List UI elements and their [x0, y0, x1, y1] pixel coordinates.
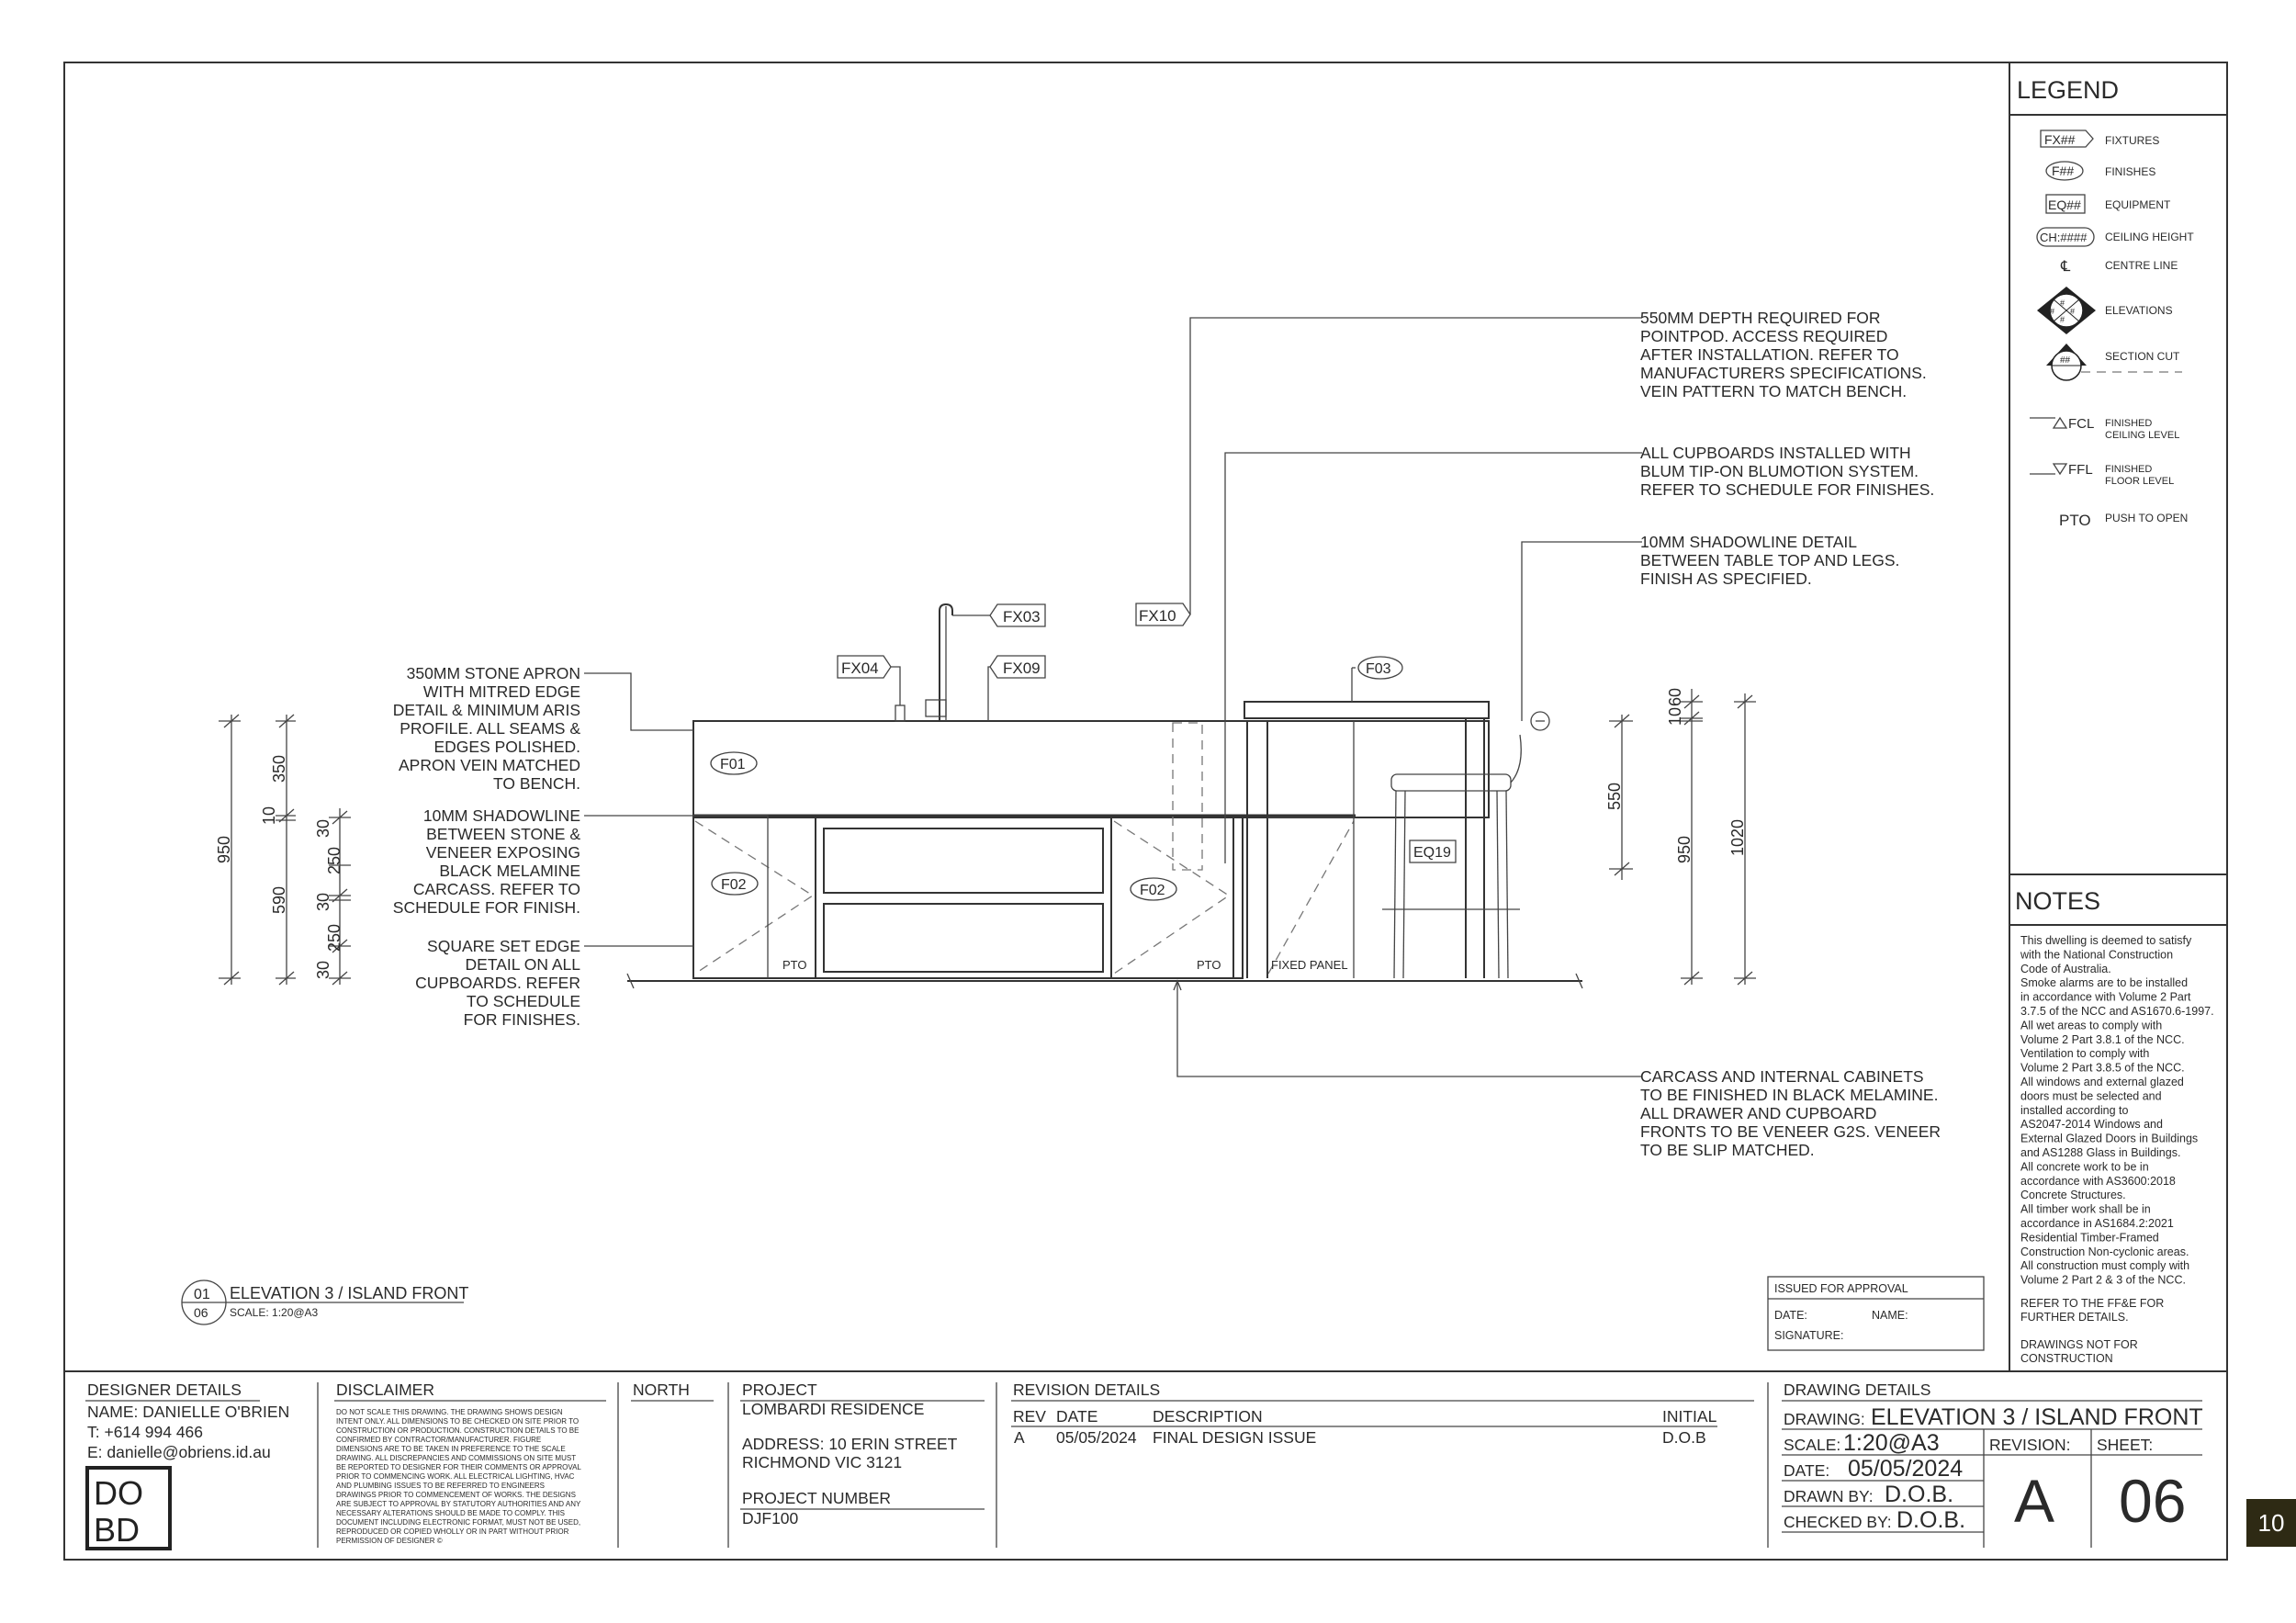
notes-line: accordance in AS1684.2:2021	[2020, 1217, 2174, 1230]
dim-left-10: 10	[260, 806, 278, 825]
svg-text:FINISH AS SPECIFIED.: FINISH AS SPECIFIED.	[1640, 569, 1812, 588]
notes-line: 3.7.5 of the NCC and AS1670.6-1997.	[2020, 1005, 2214, 1018]
title-block	[85, 1381, 2203, 1549]
approval-box	[1768, 1277, 1984, 1350]
approval-signature-label: SIGNATURE:	[1774, 1329, 1844, 1342]
view-scale: SCALE: 1:20@A3	[230, 1306, 319, 1319]
notes-line: AS2047-2014 Windows and	[2020, 1118, 2163, 1132]
fcl-icon	[2030, 418, 2066, 428]
project-number: DJF100	[742, 1509, 799, 1527]
svg-text:CARCASS. REFER TO: CARCASS. REFER TO	[412, 880, 580, 898]
date-value: 05/05/2024	[1848, 1456, 1964, 1482]
svg-text:BD: BD	[94, 1511, 141, 1549]
disclaimer-header: DISCLAIMER	[336, 1381, 434, 1399]
notes-line: Construction Non-cyclonic areas.	[2020, 1245, 2189, 1258]
pto-label-2: PTO	[1197, 958, 1221, 972]
tag-f02-left: F02	[721, 877, 747, 893]
annotation-apron	[393, 664, 581, 793]
svg-text:BETWEEN STONE &: BETWEEN STONE &	[426, 825, 580, 843]
date-label: DATE:	[1784, 1461, 1830, 1480]
svg-text:CARCASS AND INTERNAL CABINETS: CARCASS AND INTERNAL CABINETS	[1640, 1067, 1924, 1086]
revision-col-date: DATE	[1056, 1407, 1098, 1426]
drawn-label: DRAWN BY:	[1784, 1487, 1874, 1505]
revision-label: REVISION:	[1989, 1436, 2071, 1454]
disclaimer-line: PERMISSION OF DESIGNER ©	[336, 1537, 443, 1545]
tag-f01: F01	[720, 757, 746, 772]
svg-text:PROFILE. ALL SEAMS &: PROFILE. ALL SEAMS &	[400, 719, 580, 738]
disclaimer-line: NECESSARY ALTERATIONS SHOULD BE MADE TO COMPLY. THIS	[336, 1509, 565, 1517]
svg-text:APRON VEIN MATCHED: APRON VEIN MATCHED	[398, 756, 580, 774]
svg-text:10MM SHADOWLINE DETAIL: 10MM SHADOWLINE DETAIL	[1640, 533, 1857, 551]
notes-title: NOTES	[2015, 887, 2101, 915]
notes-panel	[2009, 874, 2227, 1365]
legend-label-finishes: FINISHES	[2105, 165, 2156, 178]
notes-nfc-1: DRAWINGS NOT FOR	[2020, 1338, 2138, 1351]
project-number-header: PROJECT NUMBER	[742, 1489, 892, 1507]
svg-text:MANUFACTURERS SPECIFICATIONS.: MANUFACTURERS SPECIFICATIONS.	[1640, 364, 1927, 382]
stone-apron	[693, 721, 1489, 817]
disclaimer-line: INTENT ONLY. ALL DIMENSIONS TO BE CHECKED ON SITE PRIOR TO	[336, 1417, 580, 1426]
north-header: NORTH	[633, 1381, 690, 1399]
dim-right-1020: 1020	[1728, 818, 1747, 856]
dim-left-30b: 30	[314, 892, 332, 911]
annotation-pointpod	[1640, 309, 1927, 400]
notes-ffe-2: FURTHER DETAILS.	[2020, 1311, 2129, 1324]
notes-text	[2020, 934, 2214, 1287]
legend-symbol-ffl: FFL	[2068, 462, 2093, 478]
disclaimer-line: CONFIRMED BY CONTRACTOR/MANUFACTURER. FIGURE	[336, 1436, 542, 1444]
legend-label-ceiling-height: CEILING HEIGHT	[2105, 231, 2194, 243]
project-address-1: ADDRESS: 10 ERIN STREET	[742, 1435, 958, 1453]
svg-text:TO BE SLIP MATCHED.: TO BE SLIP MATCHED.	[1640, 1141, 1815, 1159]
dimensions-right	[1605, 688, 1756, 985]
checked-value: D.O.B.	[1896, 1507, 1966, 1533]
notes-line: doors must be selected and	[2020, 1089, 2162, 1103]
notes-line: This dwelling is deemed to satisfy	[2020, 934, 2192, 947]
svg-text:ALL CUPBOARDS INSTALLED WITH: ALL CUPBOARDS INSTALLED WITH	[1640, 444, 1911, 462]
tag-eq19: EQ19	[1413, 845, 1451, 861]
view-title	[182, 1280, 468, 1324]
drawer-top	[824, 828, 1103, 893]
elevation-marker-icon	[2037, 287, 2096, 334]
annotation-shadowline-table	[1640, 533, 1899, 588]
svg-text:FRONTS TO BE VENEER G2S. VENEE: FRONTS TO BE VENEER G2S. VENEER	[1640, 1122, 1941, 1141]
notes-line: Volume 2 Part 2 & 3 of the NCC.	[2020, 1273, 2186, 1287]
legend-label-fcl: FINISHED	[2105, 418, 2153, 429]
view-sheet: 06	[194, 1305, 208, 1320]
sheet-border	[64, 62, 2227, 1560]
legend-panel	[2009, 76, 2227, 529]
legend-symbol-equipment: EQ##	[2048, 197, 2081, 212]
legend-symbol-fixtures: FX##	[2044, 132, 2076, 147]
notes-line: installed according to	[2020, 1103, 2129, 1117]
view-title-text: ELEVATION 3 / ISLAND FRONT	[230, 1284, 469, 1302]
centre-line-icon: ℄	[2061, 259, 2071, 275]
svg-text:SQUARE SET EDGE: SQUARE SET EDGE	[427, 937, 580, 955]
disclaimer-line: DOCUMENT INCLUDING ELECTRONIC FORMAT, MUST NOT BE USED,	[336, 1518, 581, 1527]
disclaimer-line: AND PLUMBING ISSUES TO BE REFERRED TO ENGINEERS	[336, 1482, 546, 1490]
svg-text:EDGES POLISHED.: EDGES POLISHED.	[433, 738, 580, 756]
legend-symbol-ceiling-height: CH:####	[2040, 231, 2088, 244]
svg-text:TO BE FINISHED IN BLACK MELAMI: TO BE FINISHED IN BLACK MELAMINE.	[1640, 1086, 1939, 1104]
pto-label-1: PTO	[782, 958, 807, 972]
svg-text:VEIN PATTERN TO MATCH BENCH.: VEIN PATTERN TO MATCH BENCH.	[1640, 382, 1908, 400]
revision-row-description: FINAL DESIGN ISSUE	[1153, 1428, 1317, 1447]
approval-name-label: NAME:	[1872, 1309, 1908, 1322]
designer-name: NAME: DANIELLE O'BRIEN	[87, 1403, 290, 1421]
dimensions-left	[215, 715, 351, 985]
notes-line: in accordance with Volume 2 Part	[2020, 990, 2191, 1004]
approval-title: ISSUED FOR APPROVAL	[1774, 1282, 1908, 1295]
notes-line: Volume 2 Part 3.8.1 of the NCC.	[2020, 1032, 2185, 1046]
disclaimer-line: DIMENSIONS ARE TO BE TAKEN IN PREFERENCE TO THE SCALE	[336, 1445, 566, 1453]
disclaimer-line: DO NOT SCALE THIS DRAWING. THE DRAWING SHOWS DESIGN	[336, 1408, 563, 1416]
dim-left-590: 590	[270, 885, 288, 914]
svg-text:CUPBOARDS. REFER: CUPBOARDS. REFER	[415, 974, 580, 992]
notes-line: Ventilation to comply with	[2020, 1047, 2150, 1061]
revision-row-rev: A	[1014, 1428, 1025, 1447]
drawing-value: ELEVATION 3 / ISLAND FRONT	[1871, 1404, 2203, 1430]
svg-text:ALL DRAWER AND CUPBOARD: ALL DRAWER AND CUPBOARD	[1640, 1104, 1877, 1122]
drawn-value: D.O.B.	[1885, 1482, 1954, 1507]
disclaimer-line: DRAWING. ALL DISCREPANCIES AND COMMISSIONS ON SITE MUST	[336, 1454, 577, 1462]
dim-right-550: 550	[1605, 782, 1624, 810]
svg-text:DETAIL & MINIMUM ARIS: DETAIL & MINIMUM ARIS	[392, 701, 580, 719]
svg-text:WITH MITRED EDGE: WITH MITRED EDGE	[422, 682, 580, 701]
svg-text:REFER TO SCHEDULE FOR FINISHES: REFER TO SCHEDULE FOR FINISHES.	[1640, 480, 1935, 499]
bar-stool	[1382, 735, 1521, 978]
notes-line: Residential Timber-Framed	[2020, 1231, 2159, 1245]
dim-left-250b: 250	[325, 923, 343, 952]
dim-right-10: 10	[1666, 706, 1684, 726]
notes-line: All concrete work to be in	[2020, 1160, 2149, 1174]
notes-line: All wet areas to comply with	[2020, 1019, 2163, 1032]
legend-label-centre-line: CENTRE LINE	[2105, 259, 2178, 272]
notes-line: All windows and external glazed	[2020, 1076, 2184, 1088]
svg-text:#: #	[2070, 307, 2076, 316]
notes-line: and AS1288 Glass in Buildings.	[2020, 1146, 2181, 1159]
view-number: 01	[194, 1287, 210, 1302]
legend-label-pto: PUSH TO OPEN	[2105, 512, 2189, 524]
disclaimer-line: ARE SUBJECT TO APPROVAL BY STATUTORY AUTHORITIES AND ANY	[336, 1500, 581, 1508]
tag-fx03: FX03	[1003, 608, 1041, 626]
legend-title: LEGEND	[2017, 76, 2120, 104]
svg-text:BLACK MELAMINE: BLACK MELAMINE	[439, 862, 580, 880]
notes-line: All construction must comply with	[2020, 1259, 2190, 1273]
svg-text:10MM SHADOWLINE: 10MM SHADOWLINE	[422, 806, 580, 825]
revision-col-description: DESCRIPTION	[1153, 1407, 1263, 1426]
revision-col-initial: INITIAL	[1662, 1407, 1717, 1426]
revision-row-date: 05/05/2024	[1056, 1428, 1137, 1447]
notes-line: External Glazed Doors in Buildings	[2020, 1132, 2199, 1145]
notes-line: Smoke alarms are to be installed	[2020, 976, 2189, 990]
tap-mixer	[895, 604, 997, 721]
legend-symbol-section-cut: ##	[2060, 355, 2071, 366]
project-address-2: RICHMOND VIC 3121	[742, 1453, 903, 1471]
scale-value: 1:20@A3	[1843, 1430, 1940, 1456]
dim-left-30a: 30	[314, 818, 332, 838]
disclaimer-line: PRIOR TO COMMENCING WORK. ALL ELECTRICAL LIGHTING, HVAC	[336, 1472, 575, 1481]
revision-row-initial: D.O.B	[1662, 1428, 1706, 1447]
project-name: LOMBARDI RESIDENCE	[742, 1400, 925, 1418]
annotation-cupboards	[1640, 444, 1934, 499]
dim-left-950: 950	[215, 835, 233, 863]
svg-text:POINTPOD. ACCESS REQUIRED: POINTPOD. ACCESS REQUIRED	[1640, 327, 1888, 345]
svg-text:AFTER INSTALLATION. REFER TO: AFTER INSTALLATION. REFER TO	[1640, 345, 1899, 364]
scale-label: SCALE:	[1784, 1436, 1841, 1454]
ffl-icon	[2030, 464, 2066, 474]
svg-text:550MM DEPTH REQUIRED FOR: 550MM DEPTH REQUIRED FOR	[1640, 309, 1881, 327]
designer-header: DESIGNER DETAILS	[87, 1381, 242, 1399]
legend-label-ffl-2: FLOOR LEVEL	[2105, 476, 2175, 487]
svg-text:BETWEEN TABLE TOP AND LEGS.: BETWEEN TABLE TOP AND LEGS.	[1640, 551, 1900, 569]
tag-fx04: FX04	[841, 659, 879, 677]
tag-f03: F03	[1366, 661, 1391, 677]
legend-label-fixtures: FIXTURES	[2105, 134, 2160, 147]
revision-col-rev: REV	[1013, 1407, 1046, 1426]
notes-line: All timber work shall be in	[2020, 1202, 2151, 1216]
drawer-bottom	[824, 904, 1103, 972]
notes-nfc-2: CONSTRUCTION	[2020, 1352, 2113, 1365]
svg-text:SCHEDULE FOR FINISH.: SCHEDULE FOR FINISH.	[392, 898, 580, 917]
annotation-carcass	[1640, 1067, 1941, 1159]
fixed-panel-label: FIXED PANEL	[1271, 958, 1348, 972]
legend-label-elevations: ELEVATIONS	[2105, 304, 2173, 317]
dim-left-30c: 30	[314, 960, 332, 979]
sheet-label: SHEET:	[2097, 1436, 2154, 1454]
dim-right-950: 950	[1675, 835, 1694, 863]
dim-left-250a: 250	[325, 846, 343, 874]
notes-line: Concrete Structures.	[2020, 1189, 2126, 1202]
fixture-tags	[711, 603, 1456, 900]
page-number-badge: 10	[2246, 1499, 2296, 1547]
legend-label-section-cut: SECTION CUT	[2105, 350, 2180, 363]
drawing-details-header: DRAWING DETAILS	[1784, 1381, 1931, 1399]
legend-symbol-fcl: FCL	[2068, 416, 2095, 432]
svg-text:FOR FINISHES.: FOR FINISHES.	[463, 1010, 580, 1029]
annotation-shadowline-stone	[393, 806, 581, 917]
disclaimer-line: DRAWINGS PRIOR TO COMMENCEMENT OF WORKS. THE DESIGNS	[336, 1491, 576, 1499]
legend-label-equipment: EQUIPMENT	[2105, 198, 2171, 211]
checked-label: CHECKED BY:	[1784, 1513, 1892, 1531]
dim-right-60: 60	[1666, 687, 1684, 706]
annotation-square-set	[415, 937, 580, 1029]
svg-text:VENEER EXPOSING: VENEER EXPOSING	[425, 843, 580, 862]
svg-text:350MM STONE APRON: 350MM STONE APRON	[406, 664, 580, 682]
notes-line: with the National Construction	[2020, 948, 2174, 962]
tag-fx10: FX10	[1139, 607, 1176, 625]
revision-header: REVISION DETAILS	[1013, 1381, 1161, 1399]
legend-symbol-pto: PTO	[2059, 512, 2091, 529]
table-top	[1244, 702, 1489, 718]
tag-fx09: FX09	[1003, 659, 1041, 677]
tag-f02-right: F02	[1140, 883, 1165, 898]
project-header: PROJECT	[742, 1381, 817, 1399]
revision-value: A	[2014, 1467, 2055, 1535]
svg-text:#: #	[2060, 299, 2065, 308]
disclaimer-line: REPRODUCED OR COPIED WHOLLY OR IN PART WITHOUT PRIOR	[336, 1527, 569, 1536]
legend-label-ffl: FINISHED	[2105, 464, 2153, 475]
designer-logo	[87, 1468, 170, 1549]
designer-phone: T: +614 994 466	[87, 1423, 204, 1441]
disclaimer-text	[336, 1408, 581, 1545]
svg-text:TO BENCH.: TO BENCH.	[493, 774, 580, 793]
disclaimer-line: BE REPORTED TO DESIGNER FOR THEIR COMMENTS OR APPROVAL	[336, 1463, 581, 1471]
notes-ffe-1: REFER TO THE FF&E FOR	[2020, 1297, 2165, 1310]
svg-text:#: #	[2050, 307, 2055, 316]
svg-text:DO: DO	[94, 1474, 143, 1512]
svg-text:BLUM TIP-ON BLUMOTION SYSTEM.: BLUM TIP-ON BLUMOTION SYSTEM.	[1640, 462, 1919, 480]
legend-symbol-finishes: F##	[2052, 163, 2075, 178]
legend-label-fcl-2: CEILING LEVEL	[2105, 430, 2180, 441]
approval-date-label: DATE:	[1774, 1309, 1807, 1322]
notes-line: Volume 2 Part 3.8.5 of the NCC.	[2020, 1061, 2185, 1075]
svg-text:TO SCHEDULE: TO SCHEDULE	[466, 992, 580, 1010]
notes-line: Code of Australia.	[2020, 962, 2111, 975]
island-elevation	[627, 604, 1582, 988]
disclaimer-line: CONSTRUCTION OR PRODUCTION. CONSTRUCTION DETAILS TO BE	[336, 1426, 580, 1435]
sheet-value: 06	[2119, 1467, 2187, 1535]
svg-text:DETAIL ON ALL: DETAIL ON ALL	[465, 955, 580, 974]
drawing-label: DRAWING:	[1784, 1410, 1865, 1428]
designer-email: E: danielle@obriens.id.au	[87, 1443, 271, 1461]
dim-left-350: 350	[270, 754, 288, 783]
svg-text:#: #	[2060, 315, 2065, 324]
notes-line: accordance with AS3600:2018	[2020, 1174, 2176, 1188]
